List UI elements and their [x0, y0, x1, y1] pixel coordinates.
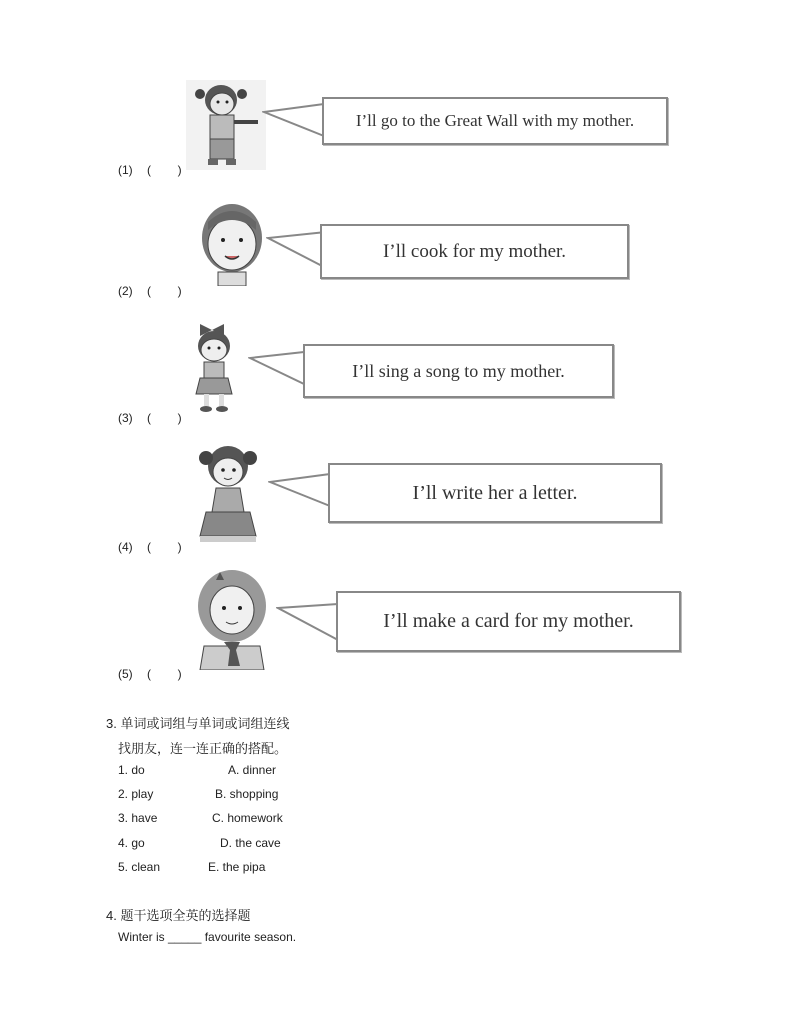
- girl-face-illustration: [192, 200, 274, 286]
- answer-blank-1: ( ): [147, 163, 182, 177]
- item-number-3: (3): [118, 411, 133, 425]
- girl-with-scarf-illustration: [194, 566, 270, 670]
- answer-blank-4: ( ): [147, 540, 182, 554]
- item-number-5: (5): [118, 667, 133, 681]
- speech-bubble-tail: [268, 470, 332, 510]
- match-left-5: 5. clean: [118, 860, 161, 874]
- match-right-e: E. the pipa: [208, 860, 266, 874]
- speech-bubble-1: [322, 97, 668, 145]
- match-right-a: A. dinner: [228, 763, 277, 777]
- girl-with-pigtails-illustration: [194, 440, 262, 544]
- speech-bubble-2: [320, 224, 629, 279]
- match-right-d: D. the cave: [220, 836, 281, 850]
- match-left-1: 1. do: [118, 763, 145, 777]
- speech-bubble-tail: [266, 228, 328, 272]
- speech-text-5: I’ll make a card for my mother.: [383, 610, 634, 632]
- match-left-4: 4. go: [118, 836, 145, 850]
- girl-pointing-illustration: [186, 80, 266, 170]
- speech-bubble-tail: [276, 600, 340, 644]
- speech-bubble-3: [303, 344, 614, 398]
- match-left-3: 3. have: [118, 811, 158, 825]
- girl-with-bow-illustration: [186, 318, 246, 414]
- question-3-title: 3. 单词或词组与单词或词组连线: [106, 716, 290, 731]
- answer-blank-2: ( ): [147, 284, 182, 298]
- speech-text-2: I’ll cook for my mother.: [382, 240, 567, 262]
- question-4-stem: Winter is _____ favourite season.: [118, 930, 297, 944]
- answer-blank-5: ( ): [147, 667, 182, 681]
- speech-bubble-tail: [262, 100, 326, 140]
- speech-bubble-4: [328, 463, 662, 523]
- item-number-4: (4): [118, 540, 133, 554]
- speech-text-3: I’ll sing a song to my mother.: [352, 360, 565, 381]
- speech-text-4: I’ll write her a letter.: [412, 481, 578, 504]
- match-right-c: C. homework: [212, 811, 283, 825]
- speech-bubble-tail: [248, 348, 306, 388]
- question-3-instruction: 找朋友，连一连正确的搭配。: [118, 741, 288, 756]
- answer-blank-3: ( ): [147, 411, 182, 425]
- match-left-2: 2. play: [118, 787, 154, 801]
- match-right-b: B. shopping: [215, 787, 279, 801]
- question-4-title: 4. 题干选项全英的选择题: [106, 908, 251, 923]
- item-number-2: (2): [118, 284, 133, 298]
- item-number-1: (1): [118, 163, 133, 177]
- speech-text-1: I’ll go to the Great Wall with my mother.: [355, 111, 635, 130]
- speech-bubble-5: [336, 591, 681, 652]
